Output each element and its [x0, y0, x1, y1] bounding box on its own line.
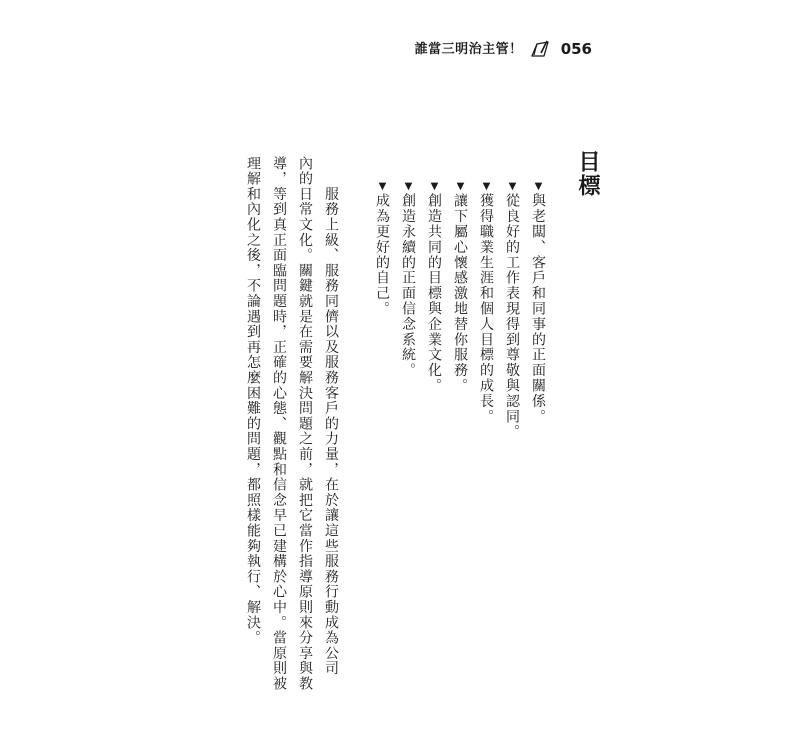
bullet-item	[375, 181, 389, 317]
bullet-text: 從良好的工作表現得到尊敬與認同。	[504, 193, 520, 440]
bullet-text: 創造共同的目標與企業文化。	[426, 193, 442, 394]
bullet-item	[479, 181, 493, 424]
bullet-item	[453, 181, 467, 394]
bullet-item	[427, 181, 441, 394]
bullet-text: 讓下屬心懷感激地替你服務。	[452, 193, 468, 394]
bullet-text: 與老闆、客戶和同事的正面關係。	[530, 193, 546, 425]
triangle-bullet-icon: ▼	[455, 181, 466, 194]
bullet-item	[505, 181, 519, 440]
bullet-item	[531, 181, 545, 424]
running-header	[415, 38, 592, 60]
page-number: 056	[560, 39, 592, 58]
triangle-bullet-icon: ▼	[533, 181, 544, 194]
triangle-bullet-icon: ▼	[507, 181, 518, 194]
paragraph-column: 內的日常文化。關鍵就是在需要解決問題之前，就把它當作指導原則來分享與教	[297, 156, 313, 692]
section-heading: 目標	[575, 150, 600, 198]
triangle-bullet-icon: ▼	[481, 181, 492, 194]
paragraph-column: 理解和內化之後，不論遇到再怎麼困難的問題，都照樣能夠執行、解決。	[245, 156, 261, 646]
paragraph-column: 服務上級、服務同儕以及服務客戶的力量，在於讓這些服務行動成為公司	[323, 156, 339, 677]
bullet-text: 創造永續的正面信念系統。	[400, 193, 416, 379]
pencil-book-icon	[529, 38, 551, 60]
bullet-text: 成為更好的自己。	[374, 193, 390, 317]
triangle-bullet-icon: ▼	[403, 181, 414, 194]
bullet-item	[401, 181, 415, 378]
paragraph-column: 導，等到真正面臨問題時，正確的心態、觀點和信念早已建構於心中。當原則被	[271, 156, 287, 692]
book-title: 誰當三明治主管！	[414, 41, 523, 57]
bullet-text: 獲得職業生涯和個人目標的成長。	[478, 193, 494, 425]
triangle-bullet-icon: ▼	[377, 181, 388, 194]
triangle-bullet-icon: ▼	[429, 181, 440, 194]
